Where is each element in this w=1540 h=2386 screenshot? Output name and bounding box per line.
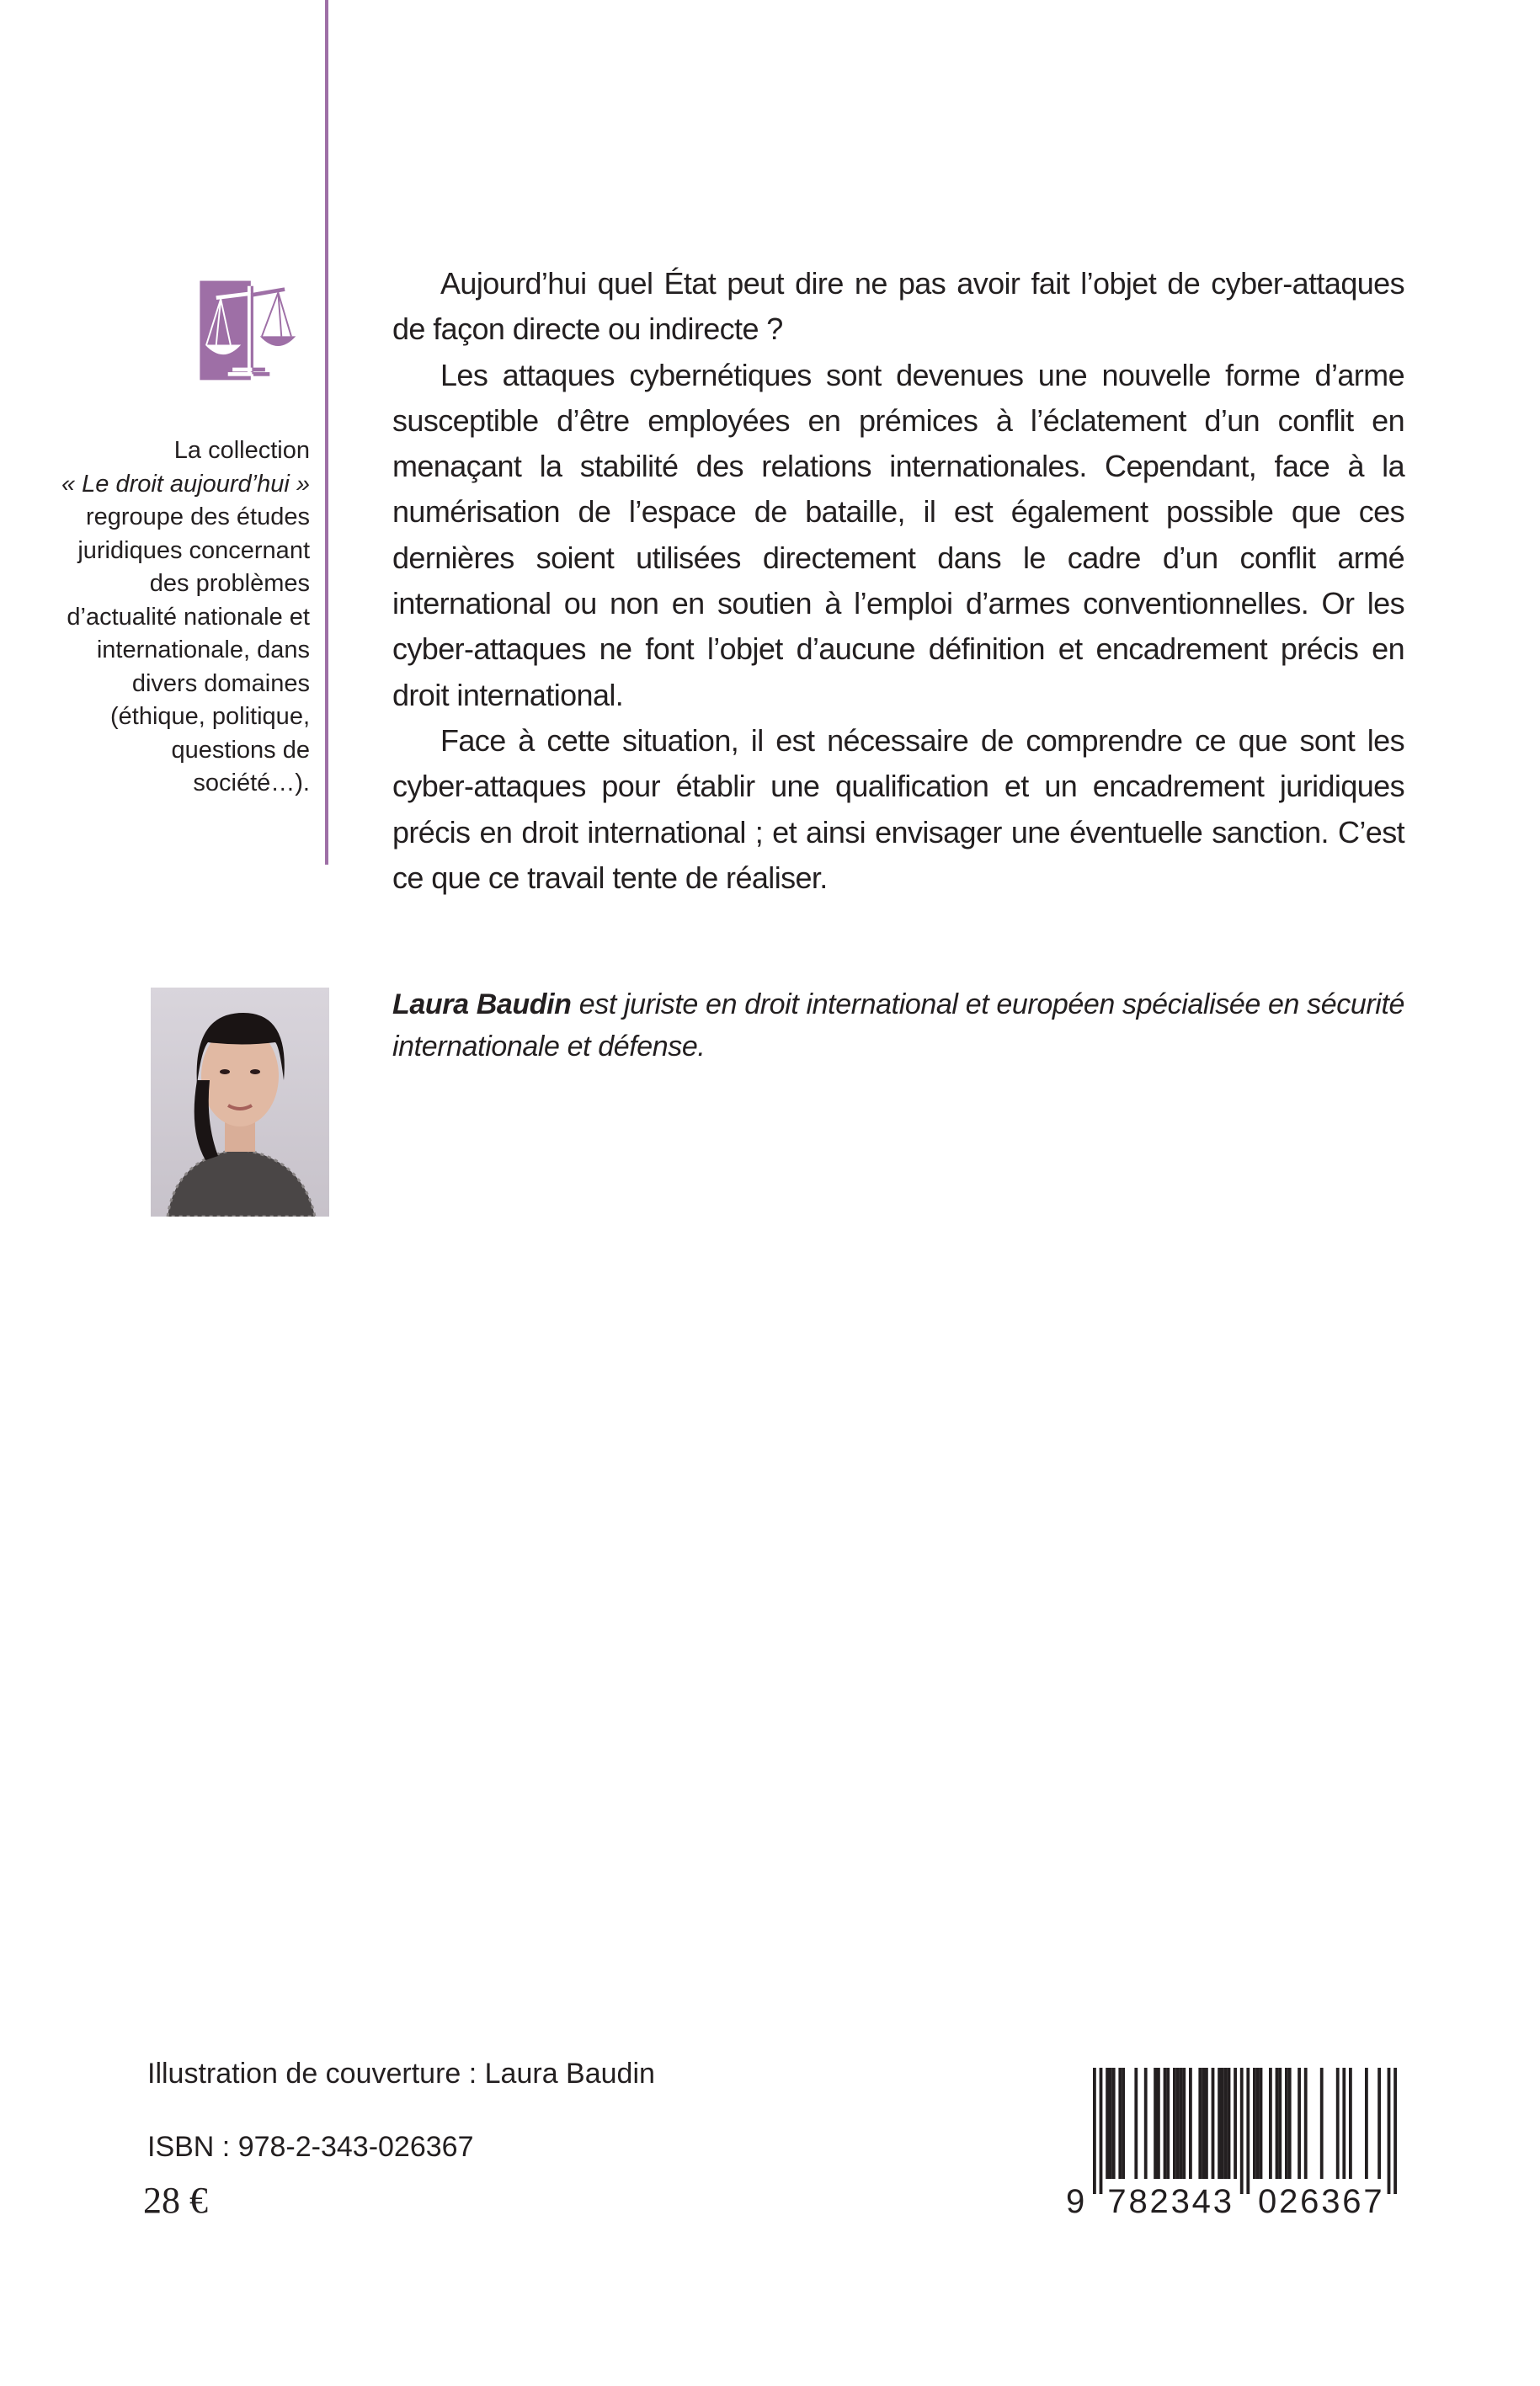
barcode-bar xyxy=(1112,2068,1116,2179)
barcode-digits: 9 xyxy=(1066,2183,1085,2219)
barcode-bar xyxy=(1198,2068,1202,2179)
barcode-bar xyxy=(1173,2068,1176,2179)
barcode-bar xyxy=(1234,2068,1237,2179)
barcode-bar xyxy=(1176,2068,1180,2179)
barcode-bar xyxy=(1246,2068,1250,2194)
barcode-bar xyxy=(1106,2068,1109,2179)
barcode-bar xyxy=(1221,2068,1224,2179)
barcode-bar xyxy=(1377,2068,1381,2179)
barcode-bar xyxy=(1205,2068,1208,2179)
barcode-bar xyxy=(1349,2068,1352,2179)
barcode-bar xyxy=(1393,2068,1397,2194)
author-photo xyxy=(151,988,329,1217)
author-name: Laura Baudin xyxy=(392,988,572,1020)
barcode-bar xyxy=(1189,2068,1192,2179)
barcode-bar xyxy=(1253,2068,1256,2179)
summary-paragraph: Face à cette situation, il est nécessaire de comprendre ce que sont les cyber-attaques pour établir une qualification et un encadrement juridiques précis en droit international ; et ainsi envisager une éventuelle sanction. C’est ce que ce travail tente de réaliser. xyxy=(392,722,1404,895)
barcode-bar xyxy=(1240,2068,1244,2194)
barcode-bar xyxy=(1212,2068,1215,2179)
barcode-bar xyxy=(1278,2068,1282,2179)
barcode-bar xyxy=(1144,2068,1148,2179)
accent-divider-line xyxy=(325,0,328,865)
barcode-bar xyxy=(1298,2068,1301,2179)
barcode-bar xyxy=(1166,2068,1170,2179)
price: 28 € xyxy=(143,2180,208,2221)
barcode-bar xyxy=(1336,2068,1340,2179)
barcode-bar xyxy=(1154,2068,1157,2179)
barcode-bar xyxy=(1157,2068,1160,2179)
barcode-bar xyxy=(1118,2068,1122,2179)
barcode-bar xyxy=(1109,2068,1112,2179)
barcode-bar xyxy=(1182,2068,1186,2179)
barcode-digits: 782343 xyxy=(1107,2183,1232,2219)
barcode-bar xyxy=(1202,2068,1205,2179)
cover-illustration-credit: Illustration de couverture : Laura Baudin xyxy=(147,2058,655,2090)
barcode-bar xyxy=(1269,2068,1272,2179)
barcode-bar xyxy=(1100,2068,1103,2194)
barcode-bar xyxy=(1256,2068,1260,2179)
collection-text: regroupe des études juridiques concernant des problèmes d’actualité nationale et internationale, dans divers domaines (éthique, politique, questions de société…). xyxy=(67,503,310,796)
isbn: ISBN : 978-2-343-026367 xyxy=(147,2131,474,2163)
barcode-bar xyxy=(1093,2068,1096,2194)
author-bio-text: est juriste en droit international et européen spécialisée en sécurité internationale et défense. xyxy=(392,988,1405,1063)
barcode-digits: 026367 xyxy=(1258,2183,1383,2219)
barcode-bar xyxy=(1320,2068,1324,2179)
barcode-bar xyxy=(1365,2068,1368,2179)
isbn-barcode xyxy=(1059,2068,1413,2219)
author-bio xyxy=(392,983,1404,1068)
barcode-bar xyxy=(1304,2068,1308,2179)
collection-name: « Le droit aujourd’hui » xyxy=(61,470,310,498)
summary-paragraph: Les attaques cybernétiques sont devenues une nouvelle forme d’arme susceptible d’être employées en prémices à l’éclatement d’un conflit en menaçant la stabilité des relations internationales. Cependant, face à la numérisation de l’espace de bataille, il est également possible que ces dernières soient utilisées directement dans le cadre d’un conflit armé international ou non en soutien à l’emploi d’armes conventionnelles. Or les cyber-attaques ne font l’objet d’aucune définition et encadrement précis en droit international. xyxy=(392,357,1404,712)
barcode-bar xyxy=(1180,2068,1183,2179)
barcode-bar xyxy=(1276,2068,1279,2179)
barcode-bar xyxy=(1342,2068,1346,2179)
barcode-bar xyxy=(1224,2068,1228,2179)
scales-of-justice-logo xyxy=(184,266,314,397)
barcode-bar xyxy=(1288,2068,1292,2179)
barcode-bar xyxy=(1285,2068,1288,2179)
collection-description xyxy=(51,434,310,801)
summary-paragraph: Aujourd’hui quel État peut dire ne pas avoir fait l’objet de cyber-attaques de façon directe ou indirecte ? xyxy=(392,266,1404,347)
barcode-bar xyxy=(1134,2068,1138,2179)
barcode-bar xyxy=(1122,2068,1125,2179)
barcode-bar xyxy=(1228,2068,1231,2179)
barcode-bar xyxy=(1388,2068,1391,2194)
barcode-bar xyxy=(1164,2068,1167,2179)
barcode-bar xyxy=(1260,2068,1263,2179)
barcode-bar xyxy=(1218,2068,1221,2179)
collection-intro: La collection xyxy=(173,437,310,464)
back-cover-summary xyxy=(392,261,1404,901)
